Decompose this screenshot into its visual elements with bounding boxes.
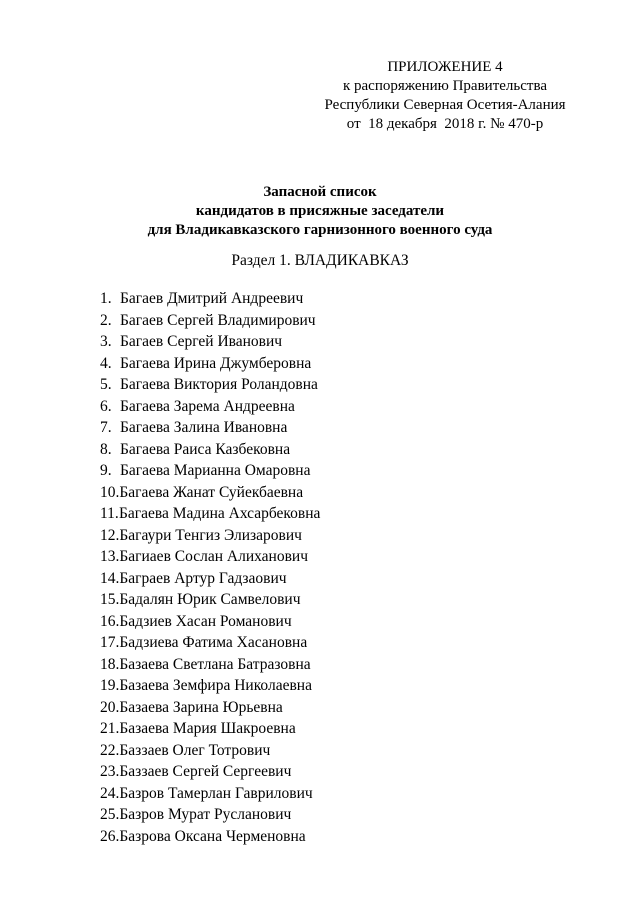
list-item-number: 12. <box>100 526 120 544</box>
list-item <box>100 783 320 805</box>
list-item-name: Багаев Сергей Владимирович <box>120 311 316 329</box>
list-item-number: 24. <box>100 784 120 802</box>
list-item-number: 19. <box>100 677 120 694</box>
list-item-name: Багаева Раиса Казбековна <box>120 440 291 458</box>
list-item <box>100 589 320 611</box>
list-item <box>100 611 320 633</box>
list-item-name: Базров Тамерлан Гаврилович <box>119 784 313 802</box>
list-item-name: Баззаев Олег Тотрович <box>119 741 271 759</box>
list-item-number: 3. <box>100 333 112 350</box>
list-item-number: 23. <box>100 763 120 780</box>
list-item-name: Багаева Ирина Джумберовна <box>120 354 312 372</box>
list-item <box>100 675 320 697</box>
list-item <box>100 804 320 826</box>
list-item-name: Бадалян Юрик Самвелович <box>119 591 301 608</box>
list-item-name: Багаева Виктория Роландовна <box>120 376 318 393</box>
list-item-number: 4. <box>100 354 112 372</box>
list-item-name: Базрова Оксана Черменовна <box>119 827 306 845</box>
list-item-name: Багиаев Сослан Алиханович <box>119 548 309 565</box>
list-item-name: Бадзиев Хасан Романович <box>119 612 292 630</box>
list-item-name: Баззаев Сергей Сергеевич <box>119 763 292 780</box>
list-item <box>100 439 320 461</box>
list-item-name: Багаури Тенгиз Элизарович <box>119 526 302 544</box>
appendix-order-ref: к распоряжению Правительства <box>342 78 547 94</box>
list-item-number: 26. <box>100 827 120 845</box>
list-item-number: 22. <box>100 741 120 759</box>
list-item-number: 1. <box>100 290 112 307</box>
list-item-name: Базаева Мария Шакроевна <box>119 720 296 737</box>
list-item-number: 10. <box>100 483 120 501</box>
list-item <box>100 331 320 353</box>
appendix-number: ПРИЛОЖЕНИЕ 4 <box>387 59 503 75</box>
list-item-name: Багаева Мадина Ахсарбековна <box>119 505 321 522</box>
candidate-list <box>100 288 320 847</box>
list-item-number: 9. <box>100 462 112 479</box>
list-item-number: 6. <box>100 397 112 415</box>
title-line-3: для Владикавказского гарнизонного военного суда <box>147 222 493 238</box>
list-item-number: 13. <box>100 548 120 565</box>
list-item-name: Базров Мурат Русланович <box>119 806 292 823</box>
list-item <box>100 546 320 568</box>
list-item-number: 7. <box>100 419 112 436</box>
appendix-header <box>280 58 610 134</box>
list-item-number: 21. <box>100 720 120 737</box>
list-item-number: 14. <box>100 569 120 587</box>
list-item <box>100 826 320 848</box>
list-item-name: Базаева Зарина Юрьевна <box>119 698 283 716</box>
list-item-name: Багаева Марианна Омаровна <box>120 462 311 479</box>
list-item <box>100 632 320 654</box>
document-title <box>0 183 640 240</box>
list-item <box>100 740 320 762</box>
list-item <box>100 310 320 332</box>
list-item <box>100 374 320 396</box>
list-item-number: 17. <box>100 634 120 651</box>
list-item <box>100 396 320 418</box>
list-item-name: Багаев Дмитрий Андреевич <box>120 290 304 307</box>
list-item <box>100 417 320 439</box>
appendix-date-number: от 18 декабря 2018 г. № 470-р <box>346 116 544 132</box>
list-item-name: Багаева Жанат Суйекбаевна <box>119 483 304 501</box>
list-item-number: 8. <box>100 440 112 458</box>
list-item-number: 5. <box>100 376 112 393</box>
list-item-number: 2. <box>100 311 112 329</box>
list-item-name: Багаева Залина Ивановна <box>120 419 288 436</box>
list-item <box>100 761 320 783</box>
list-item-name: Базаева Светлана Батразовна <box>119 655 311 673</box>
list-item-number: 11. <box>100 505 119 522</box>
list-item <box>100 568 320 590</box>
list-item-name: Багаев Сергей Иванович <box>120 333 283 350</box>
list-item <box>100 482 320 504</box>
appendix-issuer: Республики Северная Осетия-Алания <box>324 97 566 113</box>
list-item-number: 25. <box>100 806 120 823</box>
list-item <box>100 288 320 310</box>
list-item-number: 16. <box>100 612 120 630</box>
list-item-name: Базаева Земфира Николаевна <box>119 677 312 694</box>
list-item-number: 20. <box>100 698 120 716</box>
list-item-number: 18. <box>100 655 120 673</box>
list-item <box>100 718 320 740</box>
list-item <box>100 353 320 375</box>
list-item <box>100 697 320 719</box>
list-item <box>100 654 320 676</box>
list-item <box>100 503 320 525</box>
list-item-name: Баграев Артур Гадзаович <box>119 569 287 587</box>
list-item-name: Бадзиева Фатима Хасановна <box>119 634 308 651</box>
title-line-2: кандидатов в присяжные заседатели <box>195 203 445 219</box>
list-item <box>100 525 320 547</box>
section-heading: Раздел 1. ВЛАДИКАВКАЗ <box>231 252 409 269</box>
list-item-number: 15. <box>100 591 120 608</box>
list-item <box>100 460 320 482</box>
list-item-name: Багаева Зарема Андреевна <box>120 397 295 415</box>
title-line-1: Запасной список <box>263 184 377 200</box>
